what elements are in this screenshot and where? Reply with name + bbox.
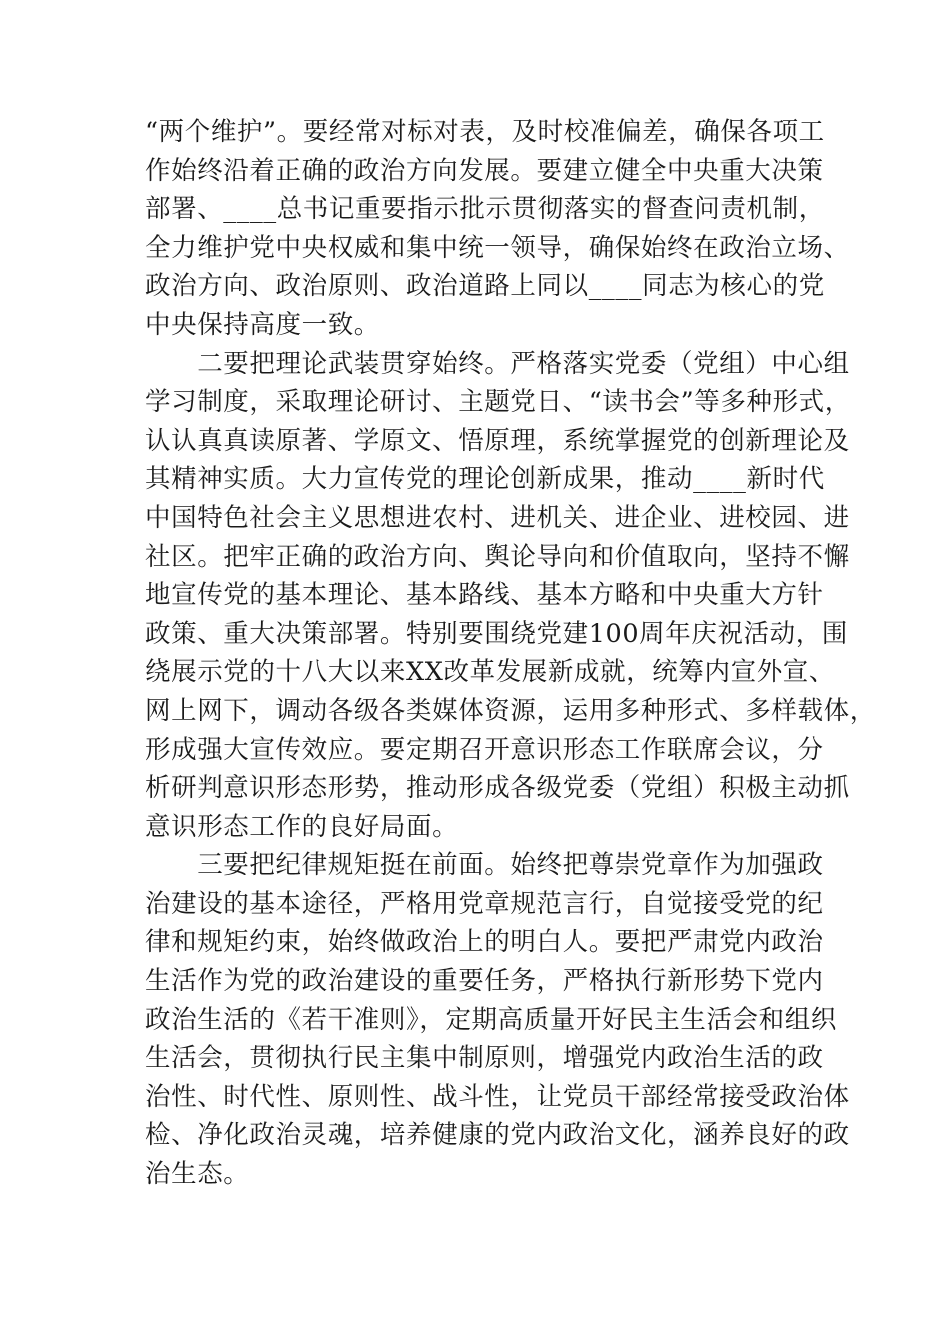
text-line: 网上网下，调动各级各类媒体资源，运用多种形式、多样载体， <box>145 695 876 726</box>
text-line: 政治方向、政治原则、政治道路上同以____同志为核心的党 <box>145 271 825 302</box>
text-line: 全力维护党中央权威和集中统一领导，确保始终在政治立场、 <box>145 232 850 263</box>
text-line: “两个维护”。要经常对标对表，及时校准偏差，确保各项工 <box>145 117 825 147</box>
text-line: 治性、时代性、原则性、战斗性，让党员干部经常接受政治体 <box>145 1081 850 1112</box>
text-line: 部署、____总书记重要指示批示贯彻落实的督查问责机制， <box>145 194 825 225</box>
document-body <box>145 113 876 1194</box>
text-line: 析研判意识形态形势，推动形成各级党委（党组）积极主动抓 <box>145 773 850 804</box>
text-line: 中央保持高度一致。 <box>145 309 380 340</box>
text-line: 律和规矩约束，始终做政治上的明白人。要把严肃党内政治 <box>145 927 824 958</box>
text-line: 意识形态工作的良好局面。 <box>145 811 459 842</box>
text-line: 政治生活的《若干准则》，定期高质量开好民主生活会和组织 <box>145 1004 837 1035</box>
text-line: 生活作为党的政治建设的重要任务，严格执行新形势下党内 <box>145 966 824 997</box>
text-line: 检、净化政治灵魂，培养健康的党内政治文化，涵养良好的政 <box>145 1120 850 1151</box>
text-line: 认认真真读原著、学原文、悟原理，系统掌握党的创新理论及 <box>145 425 850 456</box>
text-line: 政策、重大决策部署。特别要围绕党建100周年庆祝活动，围 <box>145 618 848 649</box>
text-line: 治生态。 <box>145 1159 250 1190</box>
text-line: 形成强大宣传效应。要定期召开意识形态工作联席会议，分 <box>145 734 824 765</box>
text-line: 治建设的基本途径，严格用党章规范言行，自觉接受党的纪 <box>145 888 824 919</box>
text-line: 其精神实质。大力宣传党的理论创新成果，推动____新时代 <box>145 464 825 495</box>
text-line: 地宣传党的基本理论、基本路线、基本方略和中央重大方针 <box>145 580 824 611</box>
text-line: 学习制度，采取理论研讨、主题党日、“读书会”等多种形式， <box>145 387 851 418</box>
text-line: 生活会，贯彻执行民主集中制原则，增强党内政治生活的政 <box>145 1043 824 1074</box>
text-line: 社区。把牢正确的政治方向、舆论导向和价值取向，坚持不懈 <box>145 541 850 572</box>
text-line: 作始终沿着正确的政治方向发展。要建立健全中央重大决策 <box>145 155 824 186</box>
text-line: 绕展示党的十八大以来XX改革发展新成就，统筹内宣外宣、 <box>145 657 836 688</box>
paragraph-start-line: 三要把纪律规矩挺在前面。始终把尊崇党章作为加强政 <box>145 850 824 881</box>
paragraph-start-line: 二要把理论武装贯穿始终。严格落实党委（党组）中心组 <box>145 348 850 379</box>
text-line: 中国特色社会主义思想进农村、进机关、进企业、进校园、进 <box>145 502 850 533</box>
